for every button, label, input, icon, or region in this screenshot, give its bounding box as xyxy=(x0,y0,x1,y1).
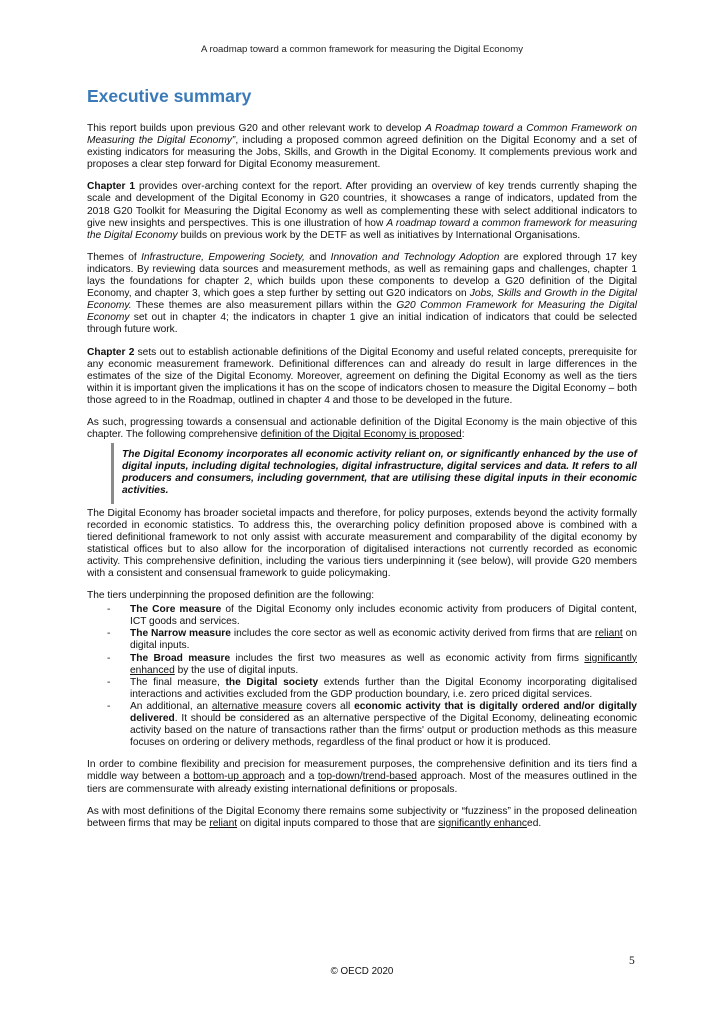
tiers-list xyxy=(87,604,637,749)
text: and a xyxy=(284,771,318,783)
text: by the use of digital inputs. xyxy=(174,664,299,676)
text: provides over-arching context for the report. After providing an overview of key trends currently shaping the scale and development of the Digital Economy in G20 countries, it showcases a range of indicators, updated from the 2018 G20 Toolkit for Measuring the Digital Economy as well as complementing these with select additional indicators to give new insights and perspectives. This is one illustration of how xyxy=(87,181,637,229)
text-italic: G20 Common Framework for Measuring the Digital Economy xyxy=(87,300,638,324)
text-italic: Jobs, Skills and Growth in the Digital Economy. xyxy=(87,288,637,312)
paragraph-definition-intro xyxy=(87,417,637,441)
text-underlined: trend-based xyxy=(362,771,417,783)
running-header: A roadmap toward a common framework for measuring the Digital Economy xyxy=(200,44,524,55)
list-item-digital-society xyxy=(87,677,637,701)
list-item-narrow-measure xyxy=(87,628,637,652)
text: , including a proposed common agreed definition on the Digital Economy and a set of existing indicators for measuring the Jobs, Skills, and Growth in the Digital Economy. It complements previous work and proposes a clear step forward for Digital Economy measurement. xyxy=(87,135,637,171)
text-bold: Chapter 2 xyxy=(87,346,135,358)
text-italic: A roadmap toward a common framework for measuring the Digital Economy xyxy=(87,217,637,241)
text: . It should be considered as an alternative perspective of the Digital Economy, delineating economic activity based on the nature of transactions rather than the firms' output or production methods as this measure focuses on ordering or delivery methods, regardless of the final product or how it is produced. xyxy=(130,713,637,749)
paragraph-themes xyxy=(87,252,637,337)
page-title: Executive summary xyxy=(87,86,252,106)
text: In order to combine flexibility and precision for measurement purposes, the comprehensive definition and its tiers find a middle way between a xyxy=(87,759,637,783)
text: set out in chapter 4; the indicators in chapter 1 give an initial indication of indicators that could be selected through future work. xyxy=(87,312,637,336)
text-underlined: reliant xyxy=(209,817,238,829)
copyright-footer: © OECD 2020 xyxy=(330,966,394,977)
page-number: 5 xyxy=(629,955,635,967)
paragraph-societal-impacts: The Digital Economy has broader societal impacts and therefore, for policy purposes, extends beyond the activity formally recorded in economic statistics. To address this, the overarching policy definition proposed above is combined with a tiered definitional framework to not only assist with accurate measurement and comparability of the digital economy by statistical offices but to also allow for the incorporation of digitalised interactions not currently recorded as economic activity. This comprehensive definition, including the various tiers underpinning it (see below), will provide G20 members with a consistent and consensual framework to guide policymaking. xyxy=(87,507,637,579)
text: ed. xyxy=(527,817,542,829)
text-italic: Innovation and Technology Adoption xyxy=(330,251,500,263)
text: Themes of xyxy=(87,251,142,263)
text: As with most definitions of the Digital Economy there remains some subjectivity or “fuzziness” in the proposed delineation between firms that may be xyxy=(87,805,637,829)
text: This report builds upon previous G20 and other relevant work to develop xyxy=(87,123,426,134)
text: covers all xyxy=(302,700,355,712)
text-bold: economic activity that is digitally ordered and/or digitally delivered xyxy=(130,700,637,725)
text-underlined: bottom-up approach xyxy=(193,771,285,783)
text: and xyxy=(304,251,331,263)
text-underlined: top-down xyxy=(317,771,360,783)
paragraph-tiers-intro: The tiers underpinning the proposed definition are the following: xyxy=(87,590,375,602)
list-item-broad-measure xyxy=(87,653,637,677)
paragraph-fuzziness xyxy=(87,806,637,830)
text: are explored through 17 key indicators. By reviewing data sources and measurement methods, as well as remaining gaps and challenges, chapter 1 lays the foundations for chapter 2, which builds upon these components to develop a G20 definition of the Digital Economy, and chapter 3, which goes a step further by setting out G20 indicators on xyxy=(87,251,637,300)
text-bold: The Narrow measure xyxy=(130,628,231,640)
text: on digital inputs compared to those that are xyxy=(237,817,439,829)
text: These themes are also measurement pillars within the xyxy=(131,300,397,312)
text-underlined: reliant xyxy=(595,628,623,640)
list-item-alternative-measure xyxy=(87,701,637,749)
text: As such, progressing towards a consensual and actionable definition of the Digital Economy is the main objective of this chapter. The following comprehensive xyxy=(87,416,637,441)
text: includes the core sector as well as economic activity derived from firms that are xyxy=(230,628,595,640)
paragraph-chapter-1 xyxy=(87,181,637,241)
text-underlined: alternative measure xyxy=(211,700,303,712)
text: : xyxy=(461,429,465,441)
text-italic: Infrastructure, Empowering Society, xyxy=(141,251,305,263)
text: includes the first two measures as well as economic activity from firms xyxy=(230,652,585,664)
text-bold: Chapter 1 xyxy=(87,181,136,193)
text: approach. Most of the measures outlined in the tiers are commensurate with already existing international definitions or proposals. xyxy=(87,771,638,795)
text-underlined: significantly enhanc xyxy=(438,817,528,829)
text: builds on previous work by the DETF as well as initiatives by International Organisations. xyxy=(177,229,581,241)
text: / xyxy=(359,771,363,783)
text: An additional, an xyxy=(130,700,212,712)
text: The final measure, xyxy=(130,676,226,688)
document-body xyxy=(87,123,637,840)
text-underlined: significantly enhanced xyxy=(130,652,637,676)
paragraph-intro xyxy=(87,123,637,171)
text-bold: The Core measure xyxy=(130,604,222,616)
text: extends further than the Digital Economy incorporating digitalised interactions and activities excluded from the GDP production boundary, i.e. zero priced digital services. xyxy=(130,676,637,700)
text-bold: The Broad measure xyxy=(130,652,231,664)
text-underlined: definition of the Digital Economy is proposed xyxy=(260,429,462,441)
text: on digital inputs. xyxy=(130,628,637,652)
definition-quote: The Digital Economy incorporates all economic activity reliant on, or significantly enhanced by the use of digital inputs, including digital technologies, digital infrastructure, digital services and data. It refers to all producers and consumers, including government, that are utilising these digital inputs in their economic activities. xyxy=(111,443,637,503)
text: sets out to establish actionable definitions of the Digital Economy and useful related concepts, prerequisite for any economic measurement framework. Definitional differences can and already do result in large differences in the estimates of the size of the Digital Economy. Moreover, agreement on defining the Digital Economy as well as the tiers within it is important given the implications it has on the scope of indicators chosen to measure the Digital Economy – both those agreed to in the Roadmap, outlined in chapter 4 and those to be developed in the future. xyxy=(87,346,637,406)
list-item-core-measure xyxy=(87,604,637,628)
text: of the Digital Economy only includes economic activity from producers of Digital content, ICT goods and services. xyxy=(130,604,637,628)
text-bold: the Digital society xyxy=(225,676,319,688)
text-italic: A Roadmap toward a Common Framework on Measuring the Digital Economy” xyxy=(87,123,637,147)
paragraph-chapter-2 xyxy=(87,347,637,407)
paragraph-flexibility xyxy=(87,759,637,795)
